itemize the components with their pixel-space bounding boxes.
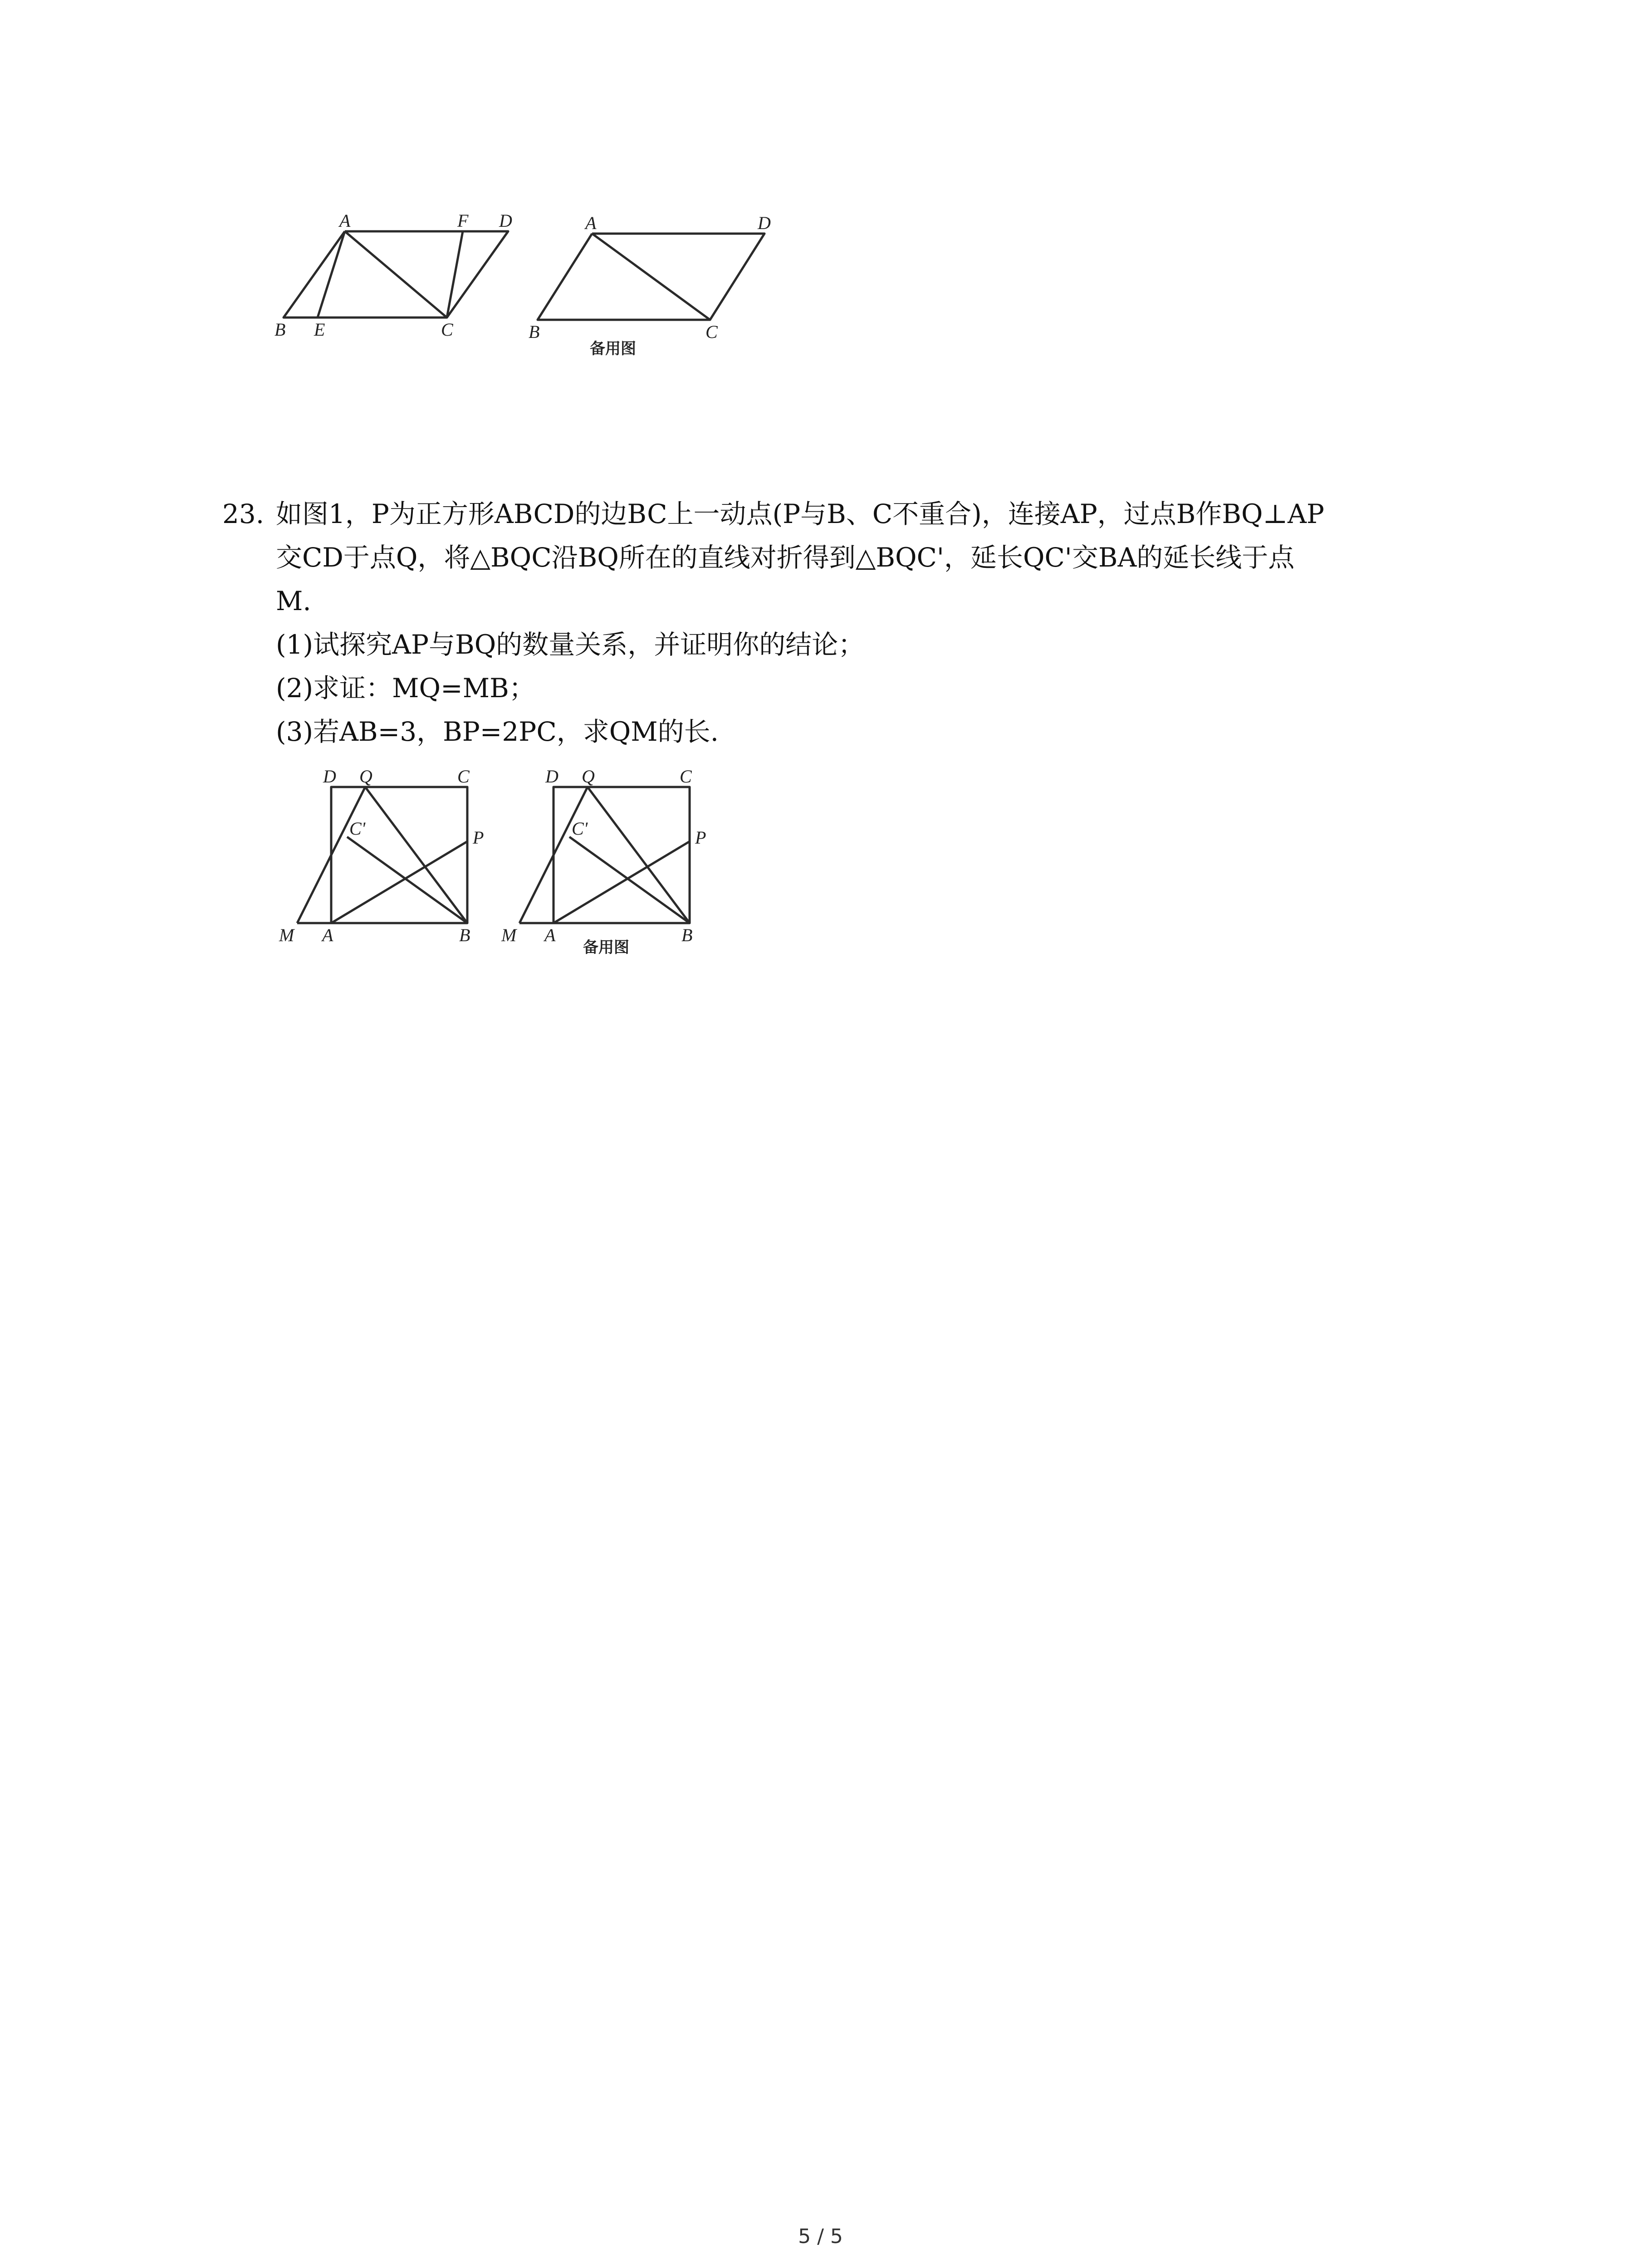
- label-b: B: [681, 925, 693, 945]
- label-c: C: [705, 322, 718, 342]
- figure-square-fold-svg: [272, 762, 508, 953]
- problem-part-3: (3)若AB=3，BP=2PC，求QM的长.: [276, 716, 719, 747]
- problem-part-1: (1)试探究AP与BQ的数量关系，并证明你的结论；: [276, 629, 865, 660]
- problem-statement-line-2: 交CD于点Q，将△BQC沿BQ所在的直线对折得到△BQC'，延长QC'交BA的延长线于点: [276, 542, 1295, 573]
- figure-parallelogram-ef-svg: [272, 210, 526, 349]
- label-b: B: [274, 319, 286, 340]
- label-b: B: [459, 925, 470, 945]
- label-a: A: [322, 925, 333, 945]
- segment-ap: [331, 841, 467, 923]
- label-m: M: [501, 925, 517, 945]
- segment-ae: [318, 231, 345, 318]
- label-q: Q: [359, 766, 372, 787]
- label-d: D: [545, 766, 558, 787]
- problem-part-2: (2)求证：MQ=MB；: [276, 673, 535, 704]
- figure-parallelogram-spare: [517, 213, 789, 367]
- label-f: F: [457, 210, 469, 231]
- figure-square-fold: [272, 762, 508, 953]
- segment-qb: [365, 787, 467, 923]
- problem-23: [222, 492, 1447, 753]
- label-d: D: [758, 213, 771, 233]
- figure-square-spare-svg: [495, 762, 730, 962]
- problem-statement-line-1: 如图1，P为正方形ABCD的边BC上一动点(P与B、C不重合)，连接AP，过点B作BQ⊥AP: [276, 499, 1324, 529]
- label-p: P: [473, 827, 484, 848]
- problem-number: 23.: [222, 499, 265, 529]
- segment-ac: [592, 234, 710, 320]
- label-c: C: [680, 766, 692, 787]
- figure-parallelogram-ef: [272, 210, 526, 349]
- page-number: 5 / 5: [798, 2225, 843, 2248]
- label-c-prime: C': [349, 818, 366, 839]
- label-d: D: [323, 766, 336, 787]
- segment-c-prime-b: [569, 837, 690, 923]
- caption-spare-figure: 备用图: [583, 938, 629, 957]
- label-m: M: [279, 925, 294, 945]
- square-abcd: [554, 787, 690, 923]
- label-a: A: [585, 213, 597, 233]
- segment-c-prime-b: [347, 837, 467, 923]
- segment-ap: [554, 841, 690, 923]
- square-abcd: [331, 787, 467, 923]
- label-b: B: [529, 322, 540, 342]
- segment-ac: [345, 231, 447, 318]
- label-c-prime: C': [572, 818, 588, 839]
- label-a: A: [339, 210, 351, 231]
- label-d: D: [499, 210, 512, 231]
- segment-qb: [588, 787, 690, 923]
- label-q: Q: [582, 766, 595, 787]
- label-e: E: [314, 319, 325, 340]
- figure-square-spare: [495, 762, 730, 962]
- label-a: A: [544, 925, 556, 945]
- caption-spare-figure: 备用图: [590, 340, 636, 358]
- label-c: C: [457, 766, 470, 787]
- label-p: P: [695, 827, 706, 848]
- figure-parallelogram-spare-svg: [517, 213, 789, 367]
- problem-statement-line-3: M.: [276, 586, 311, 616]
- label-c: C: [441, 319, 453, 340]
